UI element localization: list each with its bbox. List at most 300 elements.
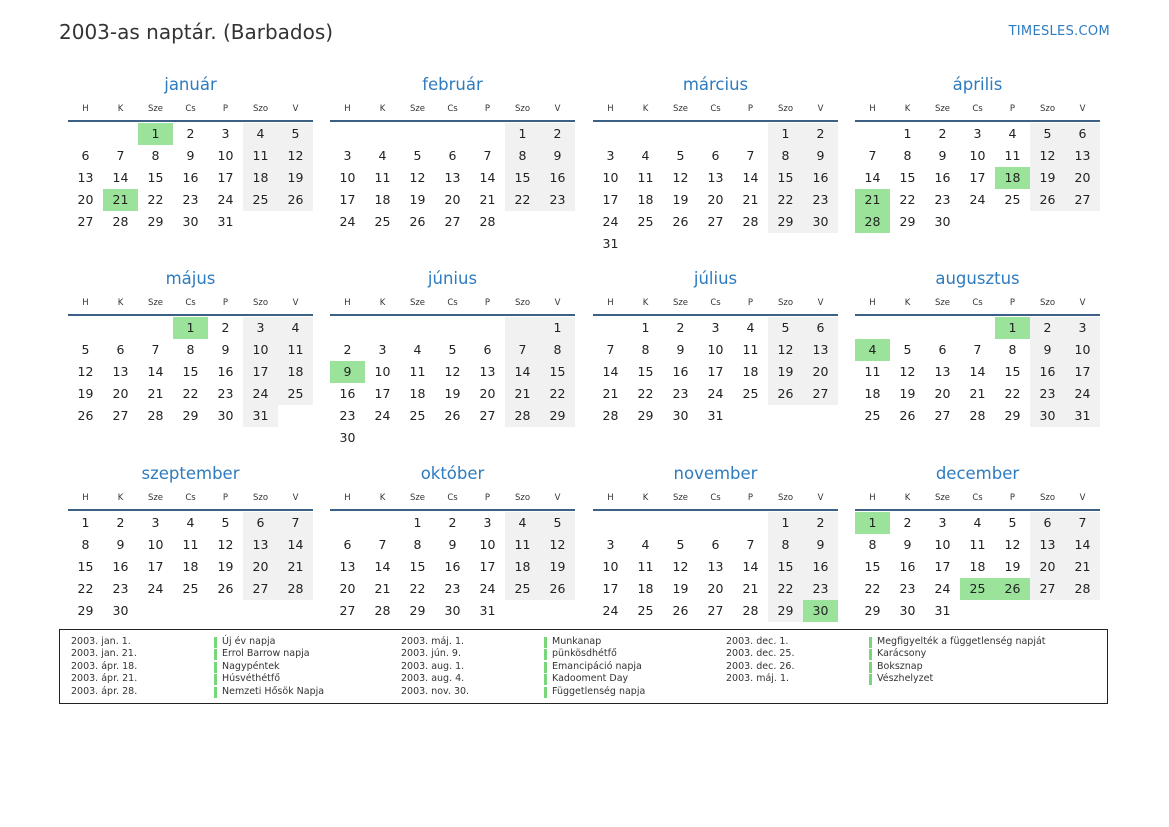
- holiday-color-marker: [214, 649, 217, 660]
- day-cell: 23: [339, 408, 356, 423]
- day-cell: 20: [112, 386, 129, 401]
- day-cell: 5: [278, 123, 313, 145]
- legend-item: [71, 648, 324, 660]
- day-cell: 26: [768, 383, 803, 405]
- day-cell: 5: [1030, 123, 1065, 145]
- weekday-header: P: [747, 493, 754, 503]
- day-cell: 7: [606, 342, 615, 357]
- day-cell: 9: [448, 537, 457, 552]
- day-cell: 24: [1065, 383, 1100, 405]
- legend-item: [71, 636, 324, 648]
- day-cell: 27: [1065, 189, 1100, 211]
- day-cell: 15: [540, 361, 575, 383]
- day-cell: 12: [672, 170, 689, 185]
- empty-day-cell: [733, 512, 768, 534]
- day-cell: 16: [444, 559, 461, 574]
- day-cell: 24: [374, 408, 391, 423]
- weekday-header: V: [1079, 493, 1086, 503]
- day-cell: 12: [672, 559, 689, 574]
- day-cell: 14: [969, 364, 986, 379]
- legend-holiday-name: Vészhelyzet: [877, 673, 934, 685]
- day-cell: 10: [1065, 339, 1100, 361]
- day-cell: 3: [1065, 317, 1100, 339]
- day-cell: 1: [540, 317, 575, 339]
- day-cell: 24: [602, 603, 619, 618]
- day-cell: 20: [1030, 556, 1065, 578]
- holiday-day-cell: 28: [855, 211, 890, 233]
- legend-date: 2003. máj. 1.: [726, 673, 790, 685]
- day-cell: 14: [479, 170, 496, 185]
- site-link[interactable]: TIMESLES.COM: [1008, 24, 1110, 39]
- day-cell: 18: [864, 386, 881, 401]
- weekday-header: V: [1079, 298, 1086, 308]
- weekday-header: K: [379, 493, 386, 503]
- day-cell: 22: [864, 581, 881, 596]
- day-cell: 20: [934, 386, 951, 401]
- day-cell: 6: [711, 537, 720, 552]
- day-cell: 14: [147, 364, 164, 379]
- month-calendar: [855, 72, 1100, 233]
- day-cell: 4: [413, 342, 422, 357]
- weekday-header: P: [747, 298, 754, 308]
- day-cell: 3: [243, 317, 278, 339]
- day-cell: 16: [540, 167, 575, 189]
- day-grid: [593, 316, 838, 427]
- legend-item: [71, 661, 324, 673]
- month-name: július: [693, 269, 738, 288]
- legend-holiday-name: Húsvéthétfő: [222, 673, 281, 685]
- day-cell: 28: [742, 214, 759, 229]
- holiday-day-cell: 18: [995, 167, 1030, 189]
- day-cell: 18: [409, 386, 426, 401]
- month-name: február: [422, 75, 483, 94]
- day-grid: [593, 511, 838, 622]
- day-cell: 10: [339, 170, 356, 185]
- day-cell: 30: [934, 214, 951, 229]
- weekday-header: V: [554, 298, 561, 308]
- day-cell: 16: [339, 386, 356, 401]
- day-cell: 5: [1008, 515, 1017, 530]
- day-cell: 18: [505, 556, 540, 578]
- day-cell: 28: [112, 214, 129, 229]
- weekday-header: H: [607, 493, 614, 503]
- day-cell: 3: [378, 342, 387, 357]
- holiday-color-marker: [869, 649, 872, 660]
- weekday-header: Szo: [777, 493, 794, 503]
- day-cell: 20: [1065, 167, 1100, 189]
- weekday-header: P: [222, 493, 229, 503]
- legend-item: [71, 673, 324, 685]
- day-cell: 25: [182, 581, 199, 596]
- day-cell: 16: [803, 556, 838, 578]
- holiday-color-marker: [214, 687, 217, 698]
- weekday-header: V: [292, 298, 299, 308]
- empty-day-cell: [435, 123, 470, 145]
- month-name: augusztus: [935, 269, 1020, 288]
- legend-date: 2003. dec. 26.: [726, 660, 795, 672]
- day-cell: 4: [641, 537, 650, 552]
- day-cell: 13: [1030, 534, 1065, 556]
- day-cell: 8: [641, 342, 650, 357]
- day-cell: 6: [1030, 512, 1065, 534]
- holiday-color-marker: [869, 674, 872, 685]
- day-cell: 7: [868, 148, 877, 163]
- day-cell: 6: [711, 148, 720, 163]
- day-cell: 30: [1030, 405, 1065, 427]
- day-cell: 8: [413, 537, 422, 552]
- day-cell: 25: [1004, 192, 1021, 207]
- calendar-grid: [68, 72, 1102, 620]
- weekday-header: V: [817, 104, 824, 114]
- day-cell: 16: [217, 364, 234, 379]
- day-cell: 11: [505, 534, 540, 556]
- day-cell: 9: [938, 148, 947, 163]
- legend-date: 2003. máj. 1.: [401, 636, 465, 647]
- day-cell: 8: [768, 145, 803, 167]
- day-cell: 9: [676, 342, 685, 357]
- day-cell: 3: [711, 320, 720, 335]
- weekday-header: H: [607, 104, 614, 114]
- day-cell: 22: [540, 383, 575, 405]
- weekday-header: Sze: [672, 493, 689, 503]
- day-cell: 10: [217, 148, 234, 163]
- day-cell: 13: [707, 559, 724, 574]
- weekday-header: P: [747, 104, 754, 114]
- day-cell: 12: [409, 170, 426, 185]
- day-cell: 22: [768, 578, 803, 600]
- weekday-header: P: [484, 298, 491, 308]
- day-cell: 27: [803, 383, 838, 405]
- legend-date: 2003. ápr. 18.: [71, 660, 138, 672]
- day-cell: 5: [81, 342, 90, 357]
- weekday-header: H: [82, 493, 89, 503]
- weekday-header: K: [117, 493, 124, 503]
- day-cell: 30: [217, 408, 234, 423]
- day-cell: 31: [602, 236, 619, 251]
- empty-day-cell: [365, 317, 400, 339]
- day-cell: 27: [1030, 578, 1065, 600]
- day-cell: 18: [742, 364, 759, 379]
- legend-date: 2003. ápr. 28.: [71, 685, 138, 697]
- legend-holiday-name: Megfigyelték a függetlenség napját: [877, 636, 1046, 647]
- day-cell: 14: [1065, 534, 1100, 556]
- weekday-header: P: [484, 104, 491, 114]
- day-cell: 23: [182, 192, 199, 207]
- empty-day-cell: [733, 123, 768, 145]
- day-cell: 22: [409, 581, 426, 596]
- day-cell: 4: [186, 515, 195, 530]
- day-cell: 17: [934, 559, 951, 574]
- weekday-header: K: [904, 298, 911, 308]
- weekday-header: K: [642, 298, 649, 308]
- day-cell: 31: [707, 408, 724, 423]
- day-cell: 9: [903, 537, 912, 552]
- day-cell: 17: [602, 192, 619, 207]
- day-cell: 22: [637, 386, 654, 401]
- day-grid: [855, 316, 1100, 427]
- day-cell: 19: [1030, 167, 1065, 189]
- day-cell: 12: [1030, 145, 1065, 167]
- weekday-header: P: [1009, 493, 1016, 503]
- day-cell: 18: [969, 559, 986, 574]
- empty-day-cell: [855, 123, 890, 145]
- day-cell: 29: [409, 603, 426, 618]
- day-cell: 17: [479, 559, 496, 574]
- day-cell: 26: [899, 408, 916, 423]
- day-cell: 14: [112, 170, 129, 185]
- day-cell: 28: [602, 408, 619, 423]
- day-cell: 15: [899, 170, 916, 185]
- day-cell: 4: [378, 148, 387, 163]
- day-cell: 25: [637, 603, 654, 618]
- day-grid: [68, 316, 313, 427]
- day-cell: 3: [221, 126, 230, 141]
- weekday-header: V: [292, 104, 299, 114]
- day-cell: 22: [147, 192, 164, 207]
- weekday-header: Szo: [777, 104, 794, 114]
- day-cell: 19: [672, 192, 689, 207]
- day-cell: 5: [540, 512, 575, 534]
- legend-holiday-name: Új év napja: [222, 636, 276, 647]
- month-calendar: [593, 72, 838, 255]
- weekday-header: Sze: [147, 298, 164, 308]
- weekday-header: Sze: [934, 298, 951, 308]
- weekday-header: V: [554, 104, 561, 114]
- day-cell: 7: [1065, 512, 1100, 534]
- day-cell: 17: [1065, 361, 1100, 383]
- day-cell: 1: [768, 512, 803, 534]
- day-cell: 11: [243, 145, 278, 167]
- legend-holiday-name: Errol Barrow napja: [222, 648, 310, 660]
- day-cell: 2: [186, 126, 195, 141]
- weekday-header-row: [68, 487, 313, 511]
- day-cell: 8: [505, 145, 540, 167]
- day-cell: 20: [77, 192, 94, 207]
- day-cell: 4: [641, 148, 650, 163]
- day-cell: 29: [768, 211, 803, 233]
- holiday-color-marker: [544, 637, 547, 648]
- day-cell: 31: [1065, 405, 1100, 427]
- day-grid: [593, 122, 838, 255]
- day-cell: 24: [969, 192, 986, 207]
- holiday-color-marker: [544, 662, 547, 673]
- day-cell: 9: [1030, 339, 1065, 361]
- weekday-header: K: [904, 104, 911, 114]
- day-cell: 23: [934, 192, 951, 207]
- day-cell: 30: [339, 430, 356, 445]
- empty-day-cell: [330, 123, 365, 145]
- day-cell: 1: [768, 123, 803, 145]
- day-cell: 25: [864, 408, 881, 423]
- day-cell: 19: [444, 386, 461, 401]
- day-cell: 28: [505, 405, 540, 427]
- legend-date: 2003. nov. 30.: [401, 685, 470, 697]
- holiday-day-cell: 25: [960, 578, 995, 600]
- day-cell: 6: [483, 342, 492, 357]
- month-calendar: [855, 461, 1100, 622]
- weekday-header: Cs: [185, 493, 196, 503]
- month-calendar: [330, 266, 575, 449]
- day-cell: 13: [112, 364, 129, 379]
- weekday-header: P: [1009, 104, 1016, 114]
- day-cell: 14: [505, 361, 540, 383]
- day-cell: 3: [606, 537, 615, 552]
- legend-column: [726, 636, 1046, 686]
- day-cell: 5: [903, 342, 912, 357]
- holiday-day-cell: 30: [803, 600, 838, 622]
- day-cell: 24: [934, 581, 951, 596]
- day-cell: 27: [77, 214, 94, 229]
- day-cell: 21: [742, 581, 759, 596]
- day-grid: [855, 122, 1100, 233]
- empty-day-cell: [103, 123, 138, 145]
- day-cell: 1: [641, 320, 650, 335]
- weekday-header: Szo: [1039, 493, 1056, 503]
- day-cell: 12: [899, 364, 916, 379]
- day-cell: 26: [77, 408, 94, 423]
- empty-day-cell: [103, 317, 138, 339]
- day-cell: 17: [339, 192, 356, 207]
- month-calendar: [330, 72, 575, 233]
- day-cell: 8: [81, 537, 90, 552]
- day-cell: 17: [147, 559, 164, 574]
- day-cell: 7: [278, 512, 313, 534]
- day-cell: 20: [479, 386, 496, 401]
- weekday-header-row: [855, 487, 1100, 511]
- holiday-day-cell: 21: [103, 189, 138, 211]
- weekday-header: Szo: [252, 298, 269, 308]
- day-cell: 3: [606, 148, 615, 163]
- weekday-header: Cs: [972, 298, 983, 308]
- day-cell: 8: [903, 148, 912, 163]
- month-calendar: [593, 266, 838, 427]
- day-cell: 25: [374, 214, 391, 229]
- day-cell: 2: [540, 123, 575, 145]
- day-cell: 29: [540, 405, 575, 427]
- day-cell: 19: [77, 386, 94, 401]
- day-cell: 13: [339, 559, 356, 574]
- day-cell: 13: [479, 364, 496, 379]
- weekday-header: V: [817, 493, 824, 503]
- legend-date: 2003. aug. 1.: [401, 660, 465, 672]
- day-cell: 1: [413, 515, 422, 530]
- legend-holiday-name: Munkanap: [552, 636, 602, 647]
- empty-day-cell: [890, 317, 925, 339]
- day-cell: 26: [1030, 189, 1065, 211]
- day-grid: [330, 122, 575, 233]
- weekday-header: H: [344, 104, 351, 114]
- day-cell: 21: [742, 192, 759, 207]
- day-cell: 18: [637, 192, 654, 207]
- day-cell: 3: [973, 126, 982, 141]
- holiday-day-cell: 1: [138, 123, 173, 145]
- holiday-day-cell: 9: [330, 361, 365, 383]
- day-cell: 6: [81, 148, 90, 163]
- day-cell: 6: [803, 317, 838, 339]
- day-cell: 29: [768, 600, 803, 622]
- day-cell: 10: [374, 364, 391, 379]
- day-cell: 18: [182, 559, 199, 574]
- empty-day-cell: [68, 123, 103, 145]
- day-cell: 24: [707, 386, 724, 401]
- day-cell: 23: [217, 386, 234, 401]
- day-cell: 17: [602, 581, 619, 596]
- day-cell: 5: [768, 317, 803, 339]
- day-grid: [330, 316, 575, 449]
- day-cell: 15: [768, 556, 803, 578]
- day-cell: 15: [77, 559, 94, 574]
- legend-item: [401, 673, 645, 685]
- weekday-header-row: [593, 487, 838, 511]
- day-cell: 17: [374, 386, 391, 401]
- holiday-day-cell: 1: [995, 317, 1030, 339]
- day-cell: 11: [278, 339, 313, 361]
- day-cell: 11: [969, 537, 986, 552]
- month-name: január: [164, 75, 217, 94]
- weekday-header: P: [222, 104, 229, 114]
- day-cell: 24: [147, 581, 164, 596]
- holiday-day-cell: 21: [855, 189, 890, 211]
- day-grid: [68, 122, 313, 233]
- day-cell: 12: [217, 537, 234, 552]
- day-cell: 24: [217, 192, 234, 207]
- weekday-header: Cs: [185, 298, 196, 308]
- day-cell: 2: [1030, 317, 1065, 339]
- holiday-color-marker: [214, 637, 217, 648]
- month-calendar: [68, 461, 313, 622]
- empty-day-cell: [855, 317, 890, 339]
- weekday-header: Sze: [672, 298, 689, 308]
- day-cell: 27: [707, 214, 724, 229]
- day-cell: 3: [151, 515, 160, 530]
- day-cell: 25: [278, 383, 313, 405]
- day-cell: 11: [1004, 148, 1021, 163]
- day-grid: [330, 511, 575, 622]
- day-cell: 5: [413, 148, 422, 163]
- weekday-header: V: [817, 298, 824, 308]
- weekday-header: Sze: [409, 298, 426, 308]
- month-calendar: [330, 461, 575, 622]
- weekday-header: Szo: [514, 298, 531, 308]
- weekday-header: H: [607, 298, 614, 308]
- day-cell: 19: [409, 192, 426, 207]
- day-cell: 23: [540, 189, 575, 211]
- day-cell: 28: [969, 408, 986, 423]
- day-cell: 21: [505, 383, 540, 405]
- day-cell: 19: [217, 559, 234, 574]
- weekday-header: Cs: [972, 493, 983, 503]
- day-cell: 6: [343, 537, 352, 552]
- day-cell: 8: [768, 534, 803, 556]
- day-cell: 31: [934, 603, 951, 618]
- day-grid: [68, 511, 313, 622]
- weekday-header-row: [330, 487, 575, 511]
- day-cell: 2: [938, 126, 947, 141]
- day-cell: 4: [973, 515, 982, 530]
- empty-day-cell: [505, 317, 540, 339]
- day-cell: 23: [899, 581, 916, 596]
- day-cell: 29: [637, 408, 654, 423]
- weekday-header: Szo: [514, 104, 531, 114]
- day-cell: 1: [505, 123, 540, 145]
- day-cell: 27: [243, 578, 278, 600]
- day-cell: 19: [899, 386, 916, 401]
- month-name: október: [420, 464, 485, 483]
- day-cell: 27: [339, 603, 356, 618]
- day-cell: 10: [602, 559, 619, 574]
- day-cell: 9: [186, 148, 195, 163]
- weekday-header: K: [117, 298, 124, 308]
